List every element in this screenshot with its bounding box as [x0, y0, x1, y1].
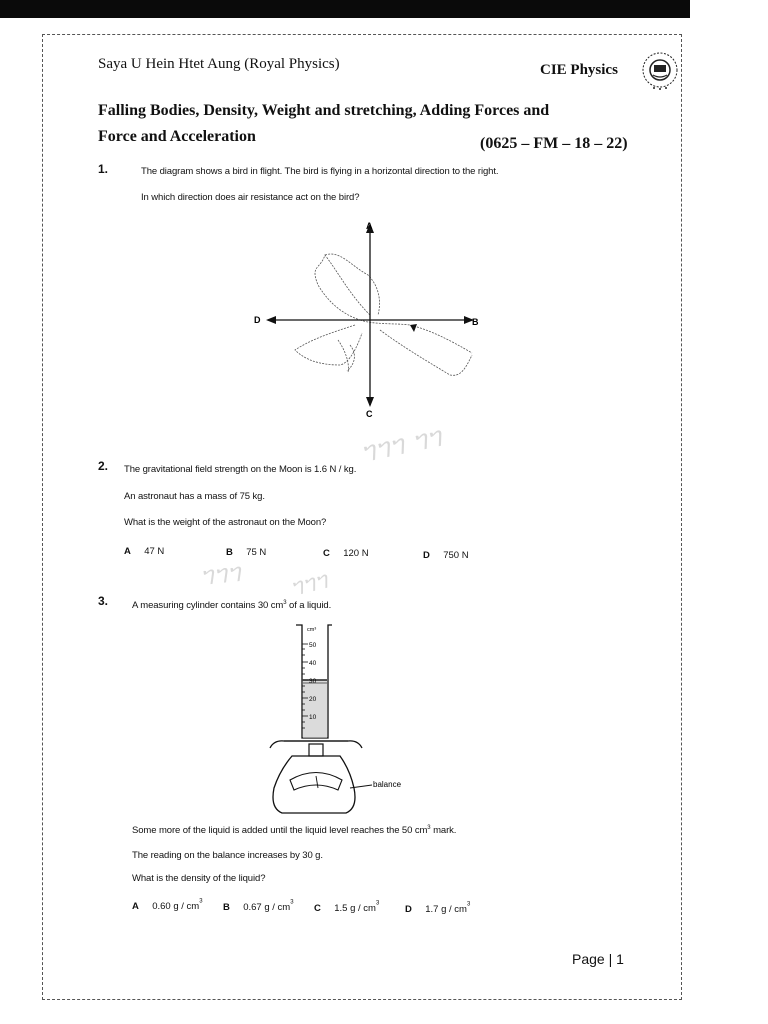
- subject-label: CIE Physics: [540, 62, 618, 78]
- question-2-number: 2.: [98, 459, 109, 473]
- scale-40: 40: [309, 660, 317, 667]
- page-number: Page | 1: [572, 951, 624, 967]
- watermark-3: ᥐᥐᥐ: [287, 565, 331, 603]
- scale-10: 10: [309, 714, 317, 721]
- bird-force-diagram: [250, 215, 490, 425]
- balance-label: balance: [373, 780, 402, 789]
- top-black-bar: [0, 0, 690, 18]
- question-3-option-c: C 1.5 g / $cm^3$: [314, 900, 380, 914]
- label-a: A: [366, 221, 373, 231]
- question-2-line-3: What is the weight of the astronaut on the Moon?: [124, 517, 327, 528]
- title-line-2: Force and Acceleration: [98, 128, 256, 145]
- label-c: C: [366, 409, 373, 419]
- watermark-1: ᥐᥐᥐ ᥐᥐ: [357, 419, 445, 470]
- question-3-line-3: What is the density of the liquid?: [132, 873, 266, 884]
- question-3-option-d: D 1.7 g / $cm^3$: [405, 901, 471, 915]
- question-1-number: 1.: [98, 162, 109, 176]
- scale-20: 20: [309, 696, 317, 703]
- watermark-2: ᥐᥐᥐ: [198, 557, 243, 593]
- question-3-line-1: Some more of the liquid is added until the liquid level reaches the 50 $cm^3$ mark.: [132, 825, 457, 837]
- royal-physics-seal-icon: [640, 50, 680, 90]
- question-1-line-2: In which direction does air resistance act on the bird?: [141, 192, 360, 203]
- title-line-1: Falling Bodies, Density, Weight and stretching, Adding Forces and: [98, 102, 550, 119]
- question-2-option-b: B 75 N: [226, 547, 267, 558]
- question-2-line-2: An astronaut has a mass of 75 kg.: [124, 491, 265, 502]
- question-2-option-c: C 120 N: [323, 548, 369, 559]
- measuring-cylinder-balance-diagram: [262, 620, 422, 820]
- question-1-line-1: The diagram shows a bird in flight. The bird is flying in a horizontal direction to the right.: [141, 166, 499, 177]
- author-name: Saya U Hein Htet Aung (Royal Physics): [98, 56, 340, 72]
- paper-code: (0625 – FM – 18 – 22): [480, 135, 628, 152]
- label-b: B: [472, 317, 479, 327]
- question-2-option-d: D 750 N: [423, 550, 469, 561]
- question-2-line-1: The gravitational field strength on the Moon is 1.6 N / kg.: [124, 464, 357, 475]
- question-2-option-a: A 47 N: [124, 546, 165, 557]
- scale-30: 30: [309, 678, 317, 685]
- label-d: D: [254, 315, 261, 325]
- question-3-number: 3.: [98, 594, 109, 608]
- question-3-option-b: B 0.67 g / $cm^3$: [223, 899, 294, 913]
- scale-50: 50: [309, 642, 317, 649]
- question-3-intro: A measuring cylinder contains 30 $cm^3$ of a liquid.: [132, 600, 332, 612]
- cylinder-unit-label: cm³: [307, 627, 317, 633]
- question-3-option-a: A 0.60 g / $cm^3$: [132, 898, 203, 912]
- question-3-line-2: The reading on the balance increases by 30 g.: [132, 850, 323, 861]
- bird-illustration: [295, 254, 472, 375]
